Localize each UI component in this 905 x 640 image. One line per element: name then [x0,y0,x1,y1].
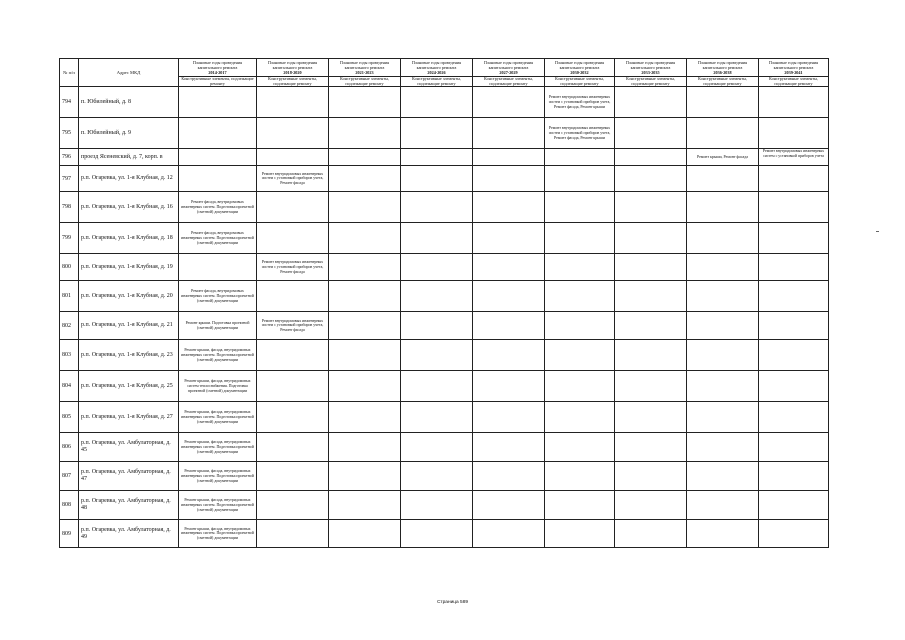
table-body [60,87,829,548]
works-cell-2033-2035 [615,371,687,402]
works-cell-2024-2026 [401,149,473,166]
works-cell-2036-2038 [687,371,759,402]
works-cell-2014-2017 [179,166,257,192]
address-cell: р.п. Огаревка, ул. 1-я Клубная, д. 18 [79,223,179,254]
works-cell-2021-2023 [329,166,401,192]
works-cell-2027-2029 [473,254,545,281]
plan-line: Плановые годы проведения капитального ремонта [625,60,676,70]
row-number: 806 [60,433,79,462]
works-cell-2024-2026 [401,87,473,118]
works-cell-2033-2035 [615,433,687,462]
row-number: 799 [60,223,79,254]
works-cell-2030-2032 [545,281,615,312]
works-cell-2014-2017 [179,149,257,166]
address-column-header: Адрес МКД [79,59,179,87]
works-cell-2033-2035 [615,462,687,491]
address-cell: р.п. Огаревка, ул. 1-я Клубная, д. 19 [79,254,179,281]
works-cell-2039-2041 [759,118,829,149]
works-cell-2036-2038 [687,223,759,254]
works-cell-2018-2020 [257,87,329,118]
works-cell-2039-2041 [759,462,829,491]
elements-subheader: Конструктивные элементы, подлежащие ремонту [759,77,829,87]
row-number: 794 [60,87,79,118]
works-cell-2036-2038 [687,118,759,149]
address-cell: р.п. Огаревка, ул. 1-я Клубная, д. 20 [79,281,179,312]
works-cell-2027-2029 [473,87,545,118]
works-cell-2018-2020 [257,402,329,433]
row-number: 795 [60,118,79,149]
works-cell-2024-2026 [401,433,473,462]
elements-subheader: Конструктивные элементы, подлежащие ремонту [179,77,257,87]
row-number: 805 [60,402,79,433]
address-cell: р.п. Огаревка, ул. 1-я Клубная, д. 27 [79,402,179,433]
works-cell-2030-2032 [545,491,615,520]
works-cell-2033-2035 [615,340,687,371]
works-cell-2027-2029 [473,281,545,312]
row-number: 803 [60,340,79,371]
period-header-2039-2041 [759,59,829,77]
elements-subheader: Конструктивные элементы, подлежащие ремонту [473,77,545,87]
works-cell-2024-2026 [401,520,473,548]
works-cell-2027-2029 [473,340,545,371]
works-cell-2036-2038: Ремонт крыши, Ремонт фасада [687,149,759,166]
elements-subheader: Конструктивные элементы, подлежащие ремонту [615,77,687,87]
works-cell-2024-2026 [401,402,473,433]
row-number: 798 [60,192,79,223]
works-cell-2018-2020 [257,491,329,520]
works-cell-2027-2029 [473,433,545,462]
works-cell-2014-2017: Ремонт крыши. Подготовка проектной (сметной) документации [179,312,257,340]
table-row [60,149,829,166]
works-cell-2027-2029 [473,491,545,520]
works-cell-2036-2038 [687,87,759,118]
works-cell-2030-2032 [545,340,615,371]
table-row [60,192,829,223]
elements-subheader: Конструктивные элементы, подлежащие ремонту [257,77,329,87]
works-cell-2036-2038 [687,281,759,312]
page-footer: Страница 589 [436,600,469,605]
works-cell-2030-2032 [545,166,615,192]
period-header-2021-2023 [329,59,401,77]
works-cell-2039-2041 [759,402,829,433]
address-cell: р.п. Огаревка, ул. 1-я Клубная, д. 21 [79,312,179,340]
works-cell-2018-2020: Ремонт внутридомовых инженерных систем с установкой приборов учета, Ремонт фасада [257,254,329,281]
period-years: 2021-2023 [355,70,374,75]
works-cell-2024-2026 [401,254,473,281]
works-cell-2018-2020 [257,520,329,548]
works-cell-2021-2023 [329,87,401,118]
works-cell-2024-2026 [401,223,473,254]
works-cell-2033-2035 [615,520,687,548]
plan-line: Плановые годы проведения капитального ремонта [411,60,462,70]
row-number: 809 [60,520,79,548]
plan-line: Плановые годы проведения капитального ремонта [697,60,748,70]
table-row [60,433,829,462]
works-cell-2039-2041: Ремонт внутридомовых инженерных систем с установкой приборов учета [759,149,829,166]
plan-line: Плановые годы проведения капитального ремонта [339,60,390,70]
works-cell-2024-2026 [401,312,473,340]
works-cell-2014-2017: Ремонт фасада, внутридомовых инженерных систем. Подготовка проектной (сметной) документации [179,223,257,254]
works-cell-2018-2020 [257,462,329,491]
works-cell-2018-2020 [257,281,329,312]
works-cell-2021-2023 [329,118,401,149]
period-years: 2033-2035 [641,70,660,75]
works-cell-2033-2035 [615,87,687,118]
works-cell-2021-2023 [329,491,401,520]
works-cell-2030-2032 [545,402,615,433]
works-cell-2039-2041 [759,87,829,118]
works-cell-2033-2035 [615,312,687,340]
row-number: 807 [60,462,79,491]
elements-subheader: Конструктивные элементы, подлежащие ремонту [545,77,615,87]
address-cell: р.п. Огаревка, ул. Амбулаторная, д. 47 [79,462,179,491]
works-cell-2039-2041 [759,340,829,371]
table-row [60,371,829,402]
works-cell-2039-2041 [759,312,829,340]
period-header-2030-2032 [545,59,615,77]
works-cell-2039-2041 [759,491,829,520]
works-cell-2018-2020 [257,340,329,371]
row-number: 804 [60,371,79,402]
works-cell-2027-2029 [473,312,545,340]
works-cell-2039-2041 [759,254,829,281]
works-cell-2033-2035 [615,402,687,433]
period-years: 2024-2026 [427,70,446,75]
plan-line: Плановые годы проведения капитального ремонта [192,60,243,70]
works-cell-2030-2032 [545,312,615,340]
works-cell-2014-2017: Ремонт фасада, внутридомовых инженерных систем. Подготовка проектной (сметной) документации [179,192,257,223]
plan-line: Плановые годы проведения капитального ремонта [768,60,819,70]
period-years: 2027-2029 [499,70,518,75]
elements-subheader: Конструктивные элементы, подлежащие ремонту [687,77,759,87]
plan-line: Плановые годы проведения капитального ремонта [554,60,605,70]
works-cell-2014-2017: Ремонт крыши, фасада, внутридомовых инженерных систем. Подготовка проектной (сметной) документации [179,462,257,491]
works-cell-2018-2020 [257,371,329,402]
works-cell-2024-2026 [401,166,473,192]
elements-subheader: Конструктивные элементы, подлежащие ремонту [401,77,473,87]
period-header-2024-2026 [401,59,473,77]
works-cell-2021-2023 [329,312,401,340]
table-header [60,59,829,87]
works-cell-2021-2023 [329,433,401,462]
works-cell-2014-2017: Ремонт крыши, фасада, внутридомовых систем теплоснабжения. Подготовка проектной (сметной) документации [179,371,257,402]
table-row [60,87,829,118]
works-cell-2033-2035 [615,254,687,281]
period-years: 2018-2020 [283,70,302,75]
period-header-2014-2017 [179,59,257,77]
works-cell-2033-2035 [615,118,687,149]
works-cell-2027-2029 [473,192,545,223]
capital-repair-table [59,58,829,548]
works-cell-2033-2035 [615,192,687,223]
works-cell-2024-2026 [401,371,473,402]
works-cell-2021-2023 [329,149,401,166]
works-cell-2014-2017: Ремонт крыши, фасада, внутридомовых инженерных систем. Подготовка проектной (сметной) документации [179,491,257,520]
works-cell-2021-2023 [329,520,401,548]
works-cell-2018-2020 [257,433,329,462]
period-years: 2039-2041 [784,70,803,75]
works-cell-2036-2038 [687,340,759,371]
works-cell-2033-2035 [615,166,687,192]
address-cell: р.п. Огаревка, ул. 1-я Клубная, д. 16 [79,192,179,223]
address-cell: п. Юбилейный, д. 8 [79,87,179,118]
table-row [60,254,829,281]
works-cell-2033-2035 [615,149,687,166]
table-row [60,312,829,340]
table-row [60,166,829,192]
works-cell-2024-2026 [401,462,473,491]
address-cell: р.п. Огаревка, ул. 1-я Клубная, д. 23 [79,340,179,371]
elements-subheader: Конструктивные элементы, подлежащие ремонту [329,77,401,87]
works-cell-2024-2026 [401,118,473,149]
works-cell-2030-2032 [545,462,615,491]
table-row [60,491,829,520]
address-cell: р.п. Огаревка, ул. Амбулаторная, д. 45 [79,433,179,462]
period-header-2033-2035 [615,59,687,77]
works-cell-2014-2017: Ремонт крыши, фасада, внутридомовых инженерных систем. Подготовка проектной (сметной) документации [179,433,257,462]
works-cell-2014-2017: Ремонт крыши, фасада, внутридомовых инженерных систем. Подготовка проектной (сметной) документации [179,340,257,371]
works-cell-2021-2023 [329,462,401,491]
address-cell: п. Юбилейный, д. 9 [79,118,179,149]
period-years: 2030-2032 [570,70,589,75]
works-cell-2027-2029 [473,462,545,491]
works-cell-2024-2026 [401,192,473,223]
address-cell: р.п. Огаревка, ул. Амбулаторная, д. 49 [79,520,179,548]
plan-line: Плановые годы проведения капитального ремонта [267,60,318,70]
table-row [60,402,829,433]
works-cell-2024-2026 [401,281,473,312]
row-number: 796 [60,149,79,166]
works-cell-2036-2038 [687,491,759,520]
row-number: 800 [60,254,79,281]
period-years: 2014-2017 [208,70,227,75]
works-cell-2018-2020: Ремонт внутридомовых инженерных систем с установкой приборов учета, Ремонт фасада [257,166,329,192]
period-header-2027-2029 [473,59,545,77]
works-cell-2014-2017 [179,87,257,118]
works-cell-2030-2032 [545,192,615,223]
table-row [60,462,829,491]
works-cell-2018-2020 [257,149,329,166]
works-cell-2036-2038 [687,520,759,548]
works-cell-2027-2029 [473,520,545,548]
row-number: 802 [60,312,79,340]
works-cell-2039-2041 [759,520,829,548]
works-cell-2030-2032 [545,254,615,281]
works-cell-2024-2026 [401,340,473,371]
works-cell-2014-2017 [179,254,257,281]
works-cell-2030-2032 [545,433,615,462]
works-cell-2021-2023 [329,192,401,223]
works-cell-2021-2023 [329,402,401,433]
works-cell-2027-2029 [473,402,545,433]
works-cell-2030-2032 [545,223,615,254]
works-cell-2027-2029 [473,223,545,254]
works-cell-2033-2035 [615,491,687,520]
works-cell-2039-2041 [759,433,829,462]
address-cell: р.п. Огаревка, ул. 1-я Клубная, д. 12 [79,166,179,192]
works-cell-2027-2029 [473,371,545,402]
works-cell-2014-2017: Ремонт крыши, фасада, внутридомовых инженерных систем. Подготовка проектной (сметной) документации [179,402,257,433]
row-number: 801 [60,281,79,312]
works-cell-2014-2017: Ремонт крыши, фасада, внутридомовых инженерных систем. Подготовка проектной (сметной) документации [179,520,257,548]
works-cell-2033-2035 [615,223,687,254]
works-cell-2030-2032 [545,371,615,402]
works-cell-2021-2023 [329,371,401,402]
works-cell-2036-2038 [687,166,759,192]
table-row [60,223,829,254]
works-cell-2039-2041 [759,166,829,192]
table-row [60,340,829,371]
period-header-2036-2038 [687,59,759,77]
works-cell-2014-2017 [179,118,257,149]
works-cell-2027-2029 [473,166,545,192]
works-cell-2033-2035 [615,281,687,312]
works-cell-2039-2041 [759,192,829,223]
works-cell-2021-2023 [329,281,401,312]
address-cell: проезд Ясеневский, д. 7, корп. в [79,149,179,166]
row-number: 797 [60,166,79,192]
works-cell-2018-2020: Ремонт внутридомовых инженерных систем с установкой приборов учета, Ремонт фасада [257,312,329,340]
margin-mark [876,231,879,232]
num-column-header: № п/п [60,59,79,87]
table-row [60,281,829,312]
works-cell-2030-2032: Ремонт внутридомовых инженерных систем с установкой приборов учета, Ремонт фасада, Ремонт крыши [545,118,615,149]
works-cell-2036-2038 [687,433,759,462]
works-cell-2018-2020 [257,192,329,223]
works-cell-2027-2029 [473,149,545,166]
table-row [60,118,829,149]
works-cell-2021-2023 [329,223,401,254]
row-number: 808 [60,491,79,520]
works-cell-2036-2038 [687,402,759,433]
works-cell-2036-2038 [687,312,759,340]
works-cell-2018-2020 [257,118,329,149]
works-cell-2039-2041 [759,281,829,312]
works-cell-2027-2029 [473,118,545,149]
plan-line: Плановые годы проведения капитального ремонта [483,60,534,70]
table-row [60,520,829,548]
works-cell-2036-2038 [687,462,759,491]
works-cell-2021-2023 [329,340,401,371]
period-header-2018-2020 [257,59,329,77]
address-cell: р.п. Огаревка, ул. 1-я Клубная, д. 25 [79,371,179,402]
works-cell-2018-2020 [257,223,329,254]
works-cell-2036-2038 [687,254,759,281]
works-cell-2036-2038 [687,192,759,223]
period-years: 2036-2038 [713,70,732,75]
address-cell: р.п. Огаревка, ул. Амбулаторная, д. 48 [79,491,179,520]
works-cell-2039-2041 [759,371,829,402]
works-cell-2030-2032 [545,149,615,166]
works-cell-2014-2017: Ремонт фасада, внутридомовых инженерных систем. Подготовка проектной (сметной) документации [179,281,257,312]
works-cell-2030-2032: Ремонт внутридомовых инженерных систем с установкой приборов учета, Ремонт фасада, Ремонт крыши [545,87,615,118]
works-cell-2021-2023 [329,254,401,281]
works-cell-2039-2041 [759,223,829,254]
works-cell-2024-2026 [401,491,473,520]
works-cell-2030-2032 [545,520,615,548]
